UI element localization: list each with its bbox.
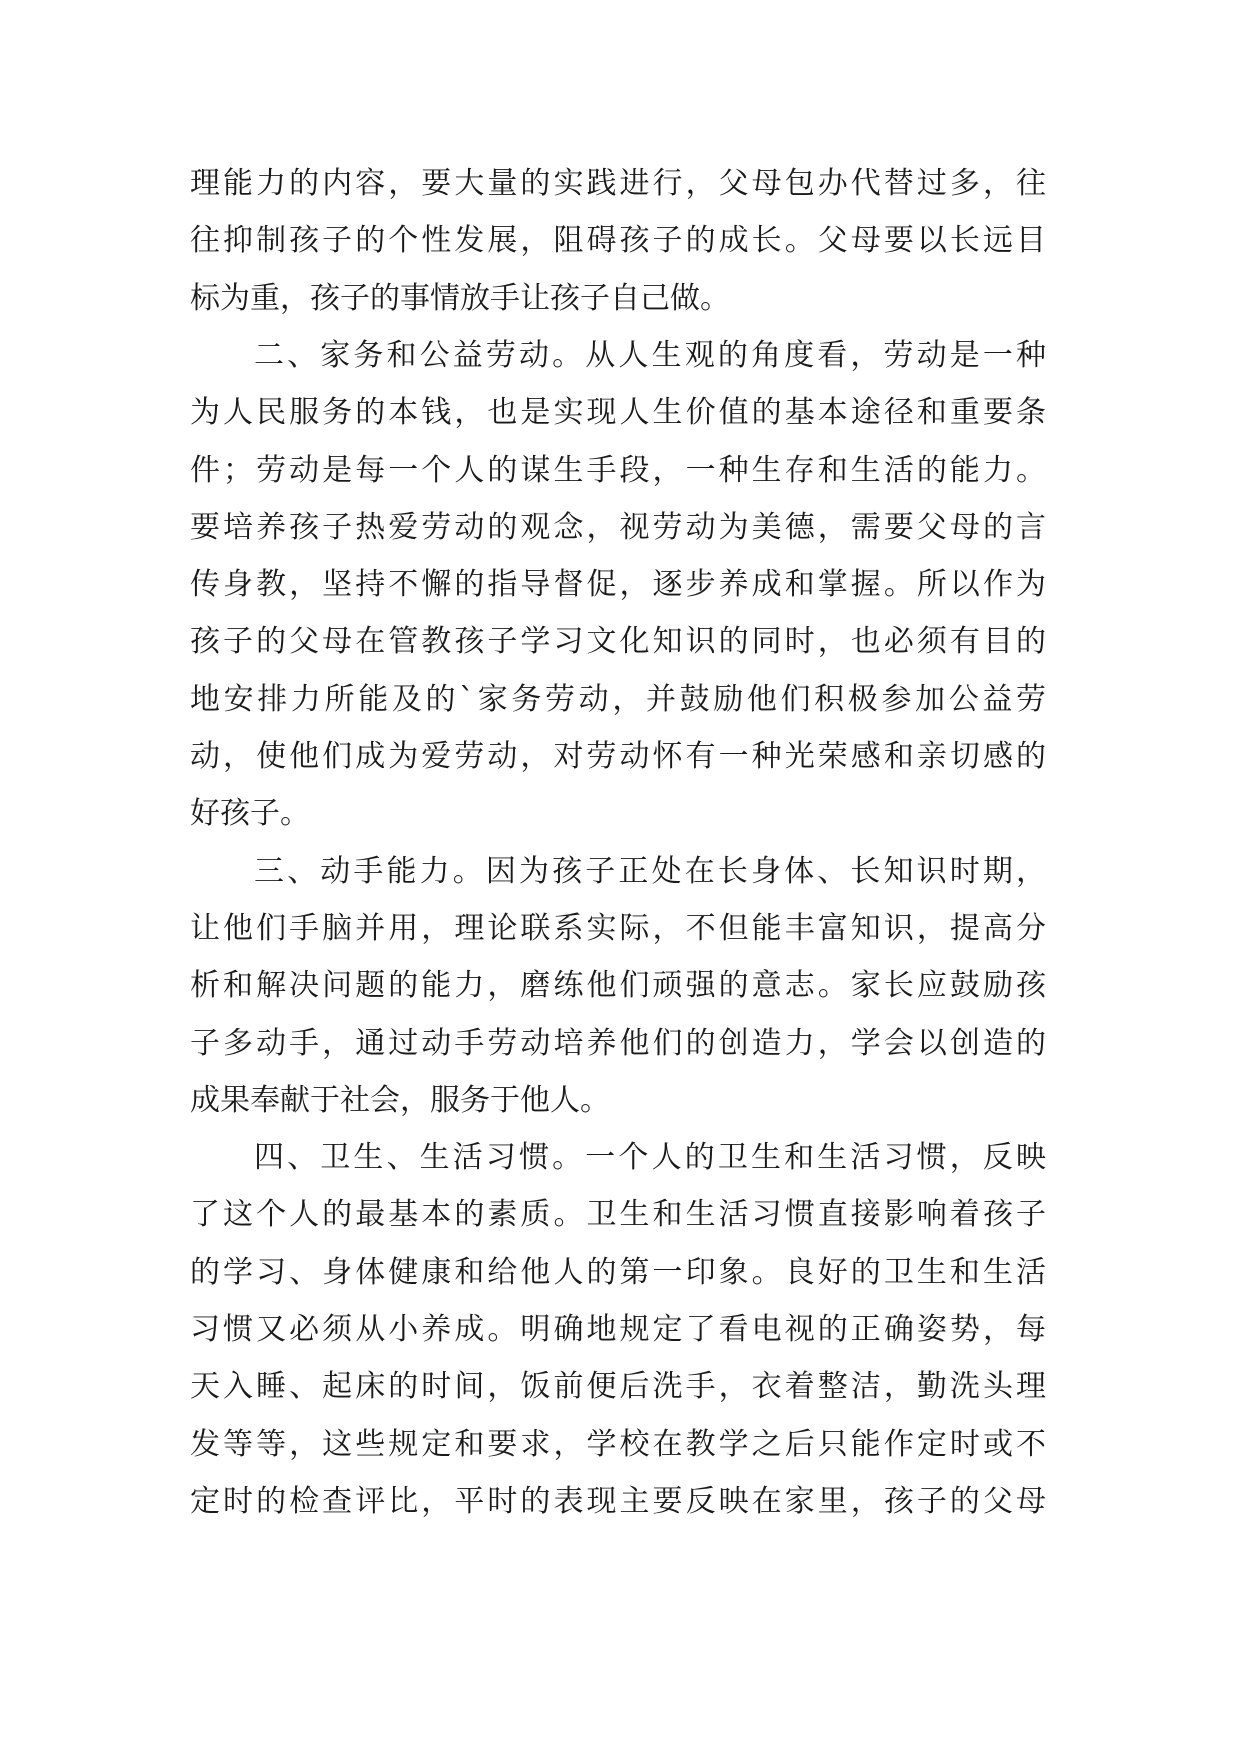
- text-line: 让他们手脑并用，理论联系实际，不但能丰富知识，提高分: [190, 910, 1046, 946]
- text-line: 好孩子。: [190, 796, 310, 832]
- text-line: 了这个人的最基本的素质。卫生和生活习惯直接影响着孩子: [190, 1197, 1046, 1233]
- text-line: 孩子的父母在管教孩子学习文化知识的同时，也必须有目的: [190, 624, 1046, 660]
- text-line: 往抑制孩子的个性发展，阻碍孩子的成长。父母要以长远目: [190, 223, 1046, 259]
- text-line: 为人民服务的本钱，也是实现人生价值的基本途径和重要条: [190, 395, 1046, 431]
- text-line: 二、家务和公益劳动。从人生观的角度看，劳动是一种: [254, 337, 1046, 373]
- text-line: 成果奉献于社会，服务于他人。: [190, 1082, 610, 1118]
- text-line: 动，使他们成为爱劳动，对劳动怀有一种光荣感和亲切感的: [190, 739, 1046, 774]
- text-line: 发等等，这些规定和要求，学校在教学之后只能作定时或不: [190, 1426, 1046, 1462]
- text-line: 四、卫生、生活习惯。一个人的卫生和生活习惯，反映: [254, 1140, 1046, 1176]
- text-line: 地安排力所能及的`家务劳动，并鼓励他们积极参加公益劳: [190, 681, 1046, 717]
- text-line: 习惯又必须从小养成。明确地规定了看电视的正确姿势，每: [190, 1312, 1046, 1347]
- text-line: 三、动手能力。因为孩子正处在长身体、长知识时期，: [254, 853, 1046, 889]
- text-line: 标为重，孩子的事情放手让孩子自己做。: [190, 280, 730, 316]
- text-line: 件；劳动是每一个人的谋生手段，一种生存和生活的能力。: [190, 452, 1046, 488]
- text-line: 要培养孩子热爱劳动的观念，视劳动为美德，需要父母的言: [190, 509, 1046, 545]
- text-line: 理能力的内容，要大量的实践进行，父母包办代替过多，往: [190, 166, 1046, 201]
- text-line: 析和解决问题的能力，磨练他们顽强的意志。家长应鼓励孩: [190, 968, 1046, 1004]
- text-line: 的学习、身体健康和给他人的第一印象。良好的卫生和生活: [190, 1254, 1046, 1290]
- text-line: 子多动手，通过动手劳动培养他们的创造力，学会以创造的: [190, 1025, 1046, 1061]
- text-line: 天入睡、起床的时间，饭前便后洗手，衣着整洁，勤洗头理: [190, 1369, 1046, 1405]
- text-line: 定时的检查评比，平时的表现主要反映在家里，孩子的父母: [190, 1483, 1046, 1519]
- text-line: 传身教，坚持不懈的指导督促，逐步养成和掌握。所以作为: [190, 567, 1046, 603]
